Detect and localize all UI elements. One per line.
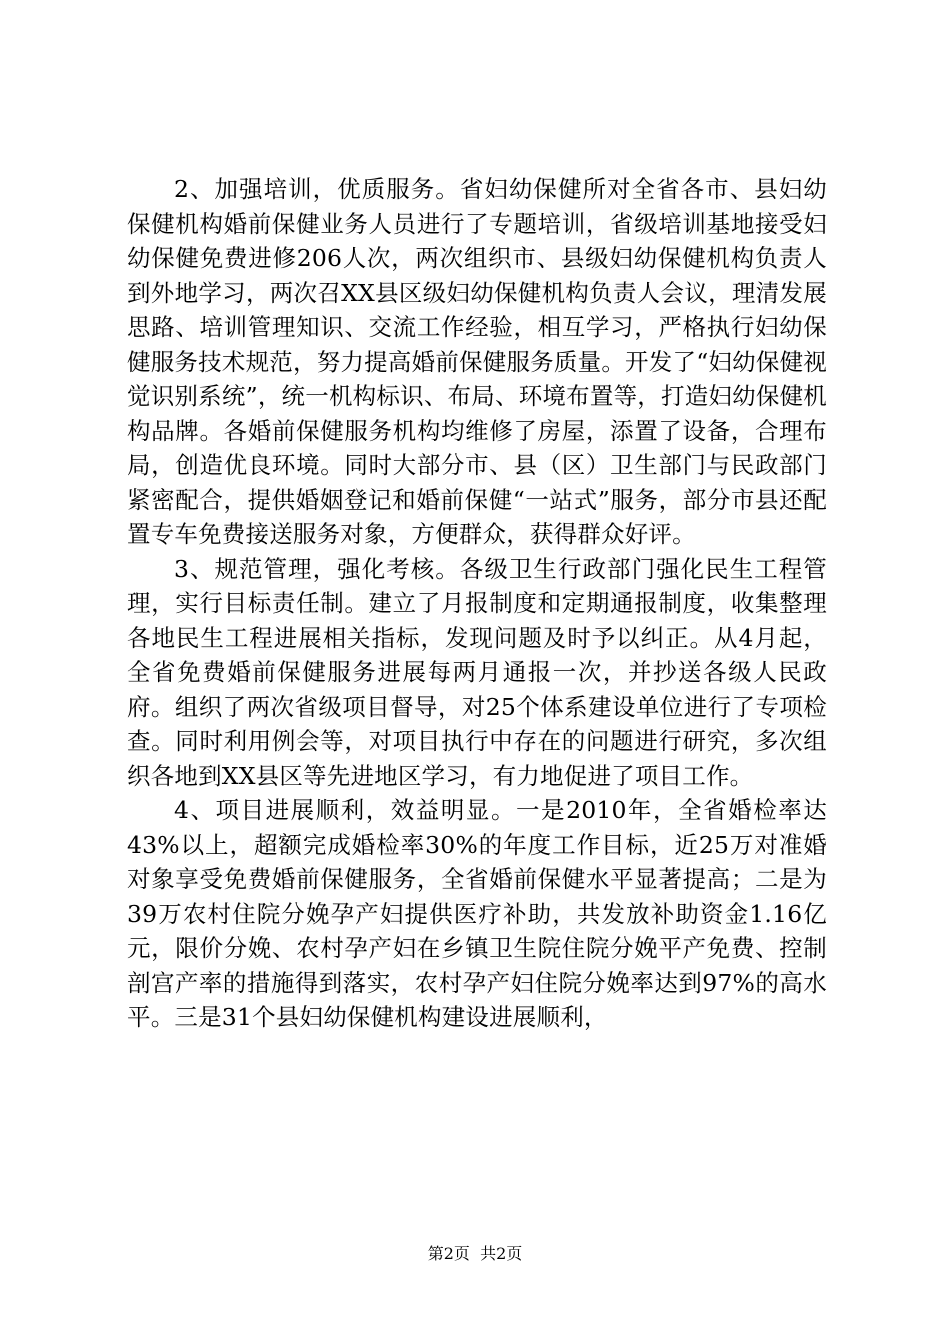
paragraph-management: 3、规范管理，强化考核。各级卫生行政部门强化民生工程管理，实行目标责任制。建立了月报制度和定期通报制度，收集整理各地民生工程进展相关指标，发现问题及时予以纠正。从4月起，全省免费婚前保健服务进展每两月通报一次，并抄送各级人民政府。组织了两次省级项目督导，对25个体系建设单位进行了专项检查。同时利用例会等，对项目执行中存在的问题进行研究，多次组织各地到XX县区等先进地区学习，有力地促进了项目工作。	[127, 554, 827, 790]
document-body	[127, 172, 827, 1035]
paragraph-progress: 4、项目进展顺利，效益明显。一是2010年，全省婚检率达43%以上，超额完成婚检率30%的年度工作目标，近25万对准婚对象享受免费婚前保健服务，全省婚前保健水平显著提高；二是为39万农村住院分娩孕产妇提供医疗补助，共发放补助资金1.16亿元，限价分娩、农村孕产妇在乡镇卫生院住院分娩平产免费、控制剖宫产率的措施得到落实，农村孕产妇住院分娩率达到97%的高水平。三是31个县妇幼保健机构建设进展顺利，	[127, 796, 827, 1031]
page-footer	[0, 1244, 950, 1264]
page-number: 第2页	[427, 1244, 470, 1263]
paragraph-training: 2、加强培训，优质服务。省妇幼保健所对全省各市、县妇幼保健机构婚前保健业务人员进行了专题培训，省级培训基地接受妇幼保健免费进修206人次，两次组织市、县级妇幼保健机构负责人到外地学习，两次召XX县区级妇幼保健机构负责人会议，理清发展思路、培训管理知识、交流工作经验，相互学习，严格执行妇幼保健服务技术规范，努力提高婚前保健服务质量。开发了“妇幼保健视觉识别系统”，统一机构标识、布局、环境布置等，打造妇幼保健机构品牌。各婚前保健服务机构均维修了房屋，添置了设备，合理布局，创造优良环境。同时大部分市、县（区）卫生部门与民政部门紧密配合，提供婚姻登记和婚前保健“一站式”服务，部分市县还配置专车免费接送服务对象，方便群众，获得群众好评。	[127, 175, 827, 548]
page-total: 共2页	[480, 1244, 523, 1263]
